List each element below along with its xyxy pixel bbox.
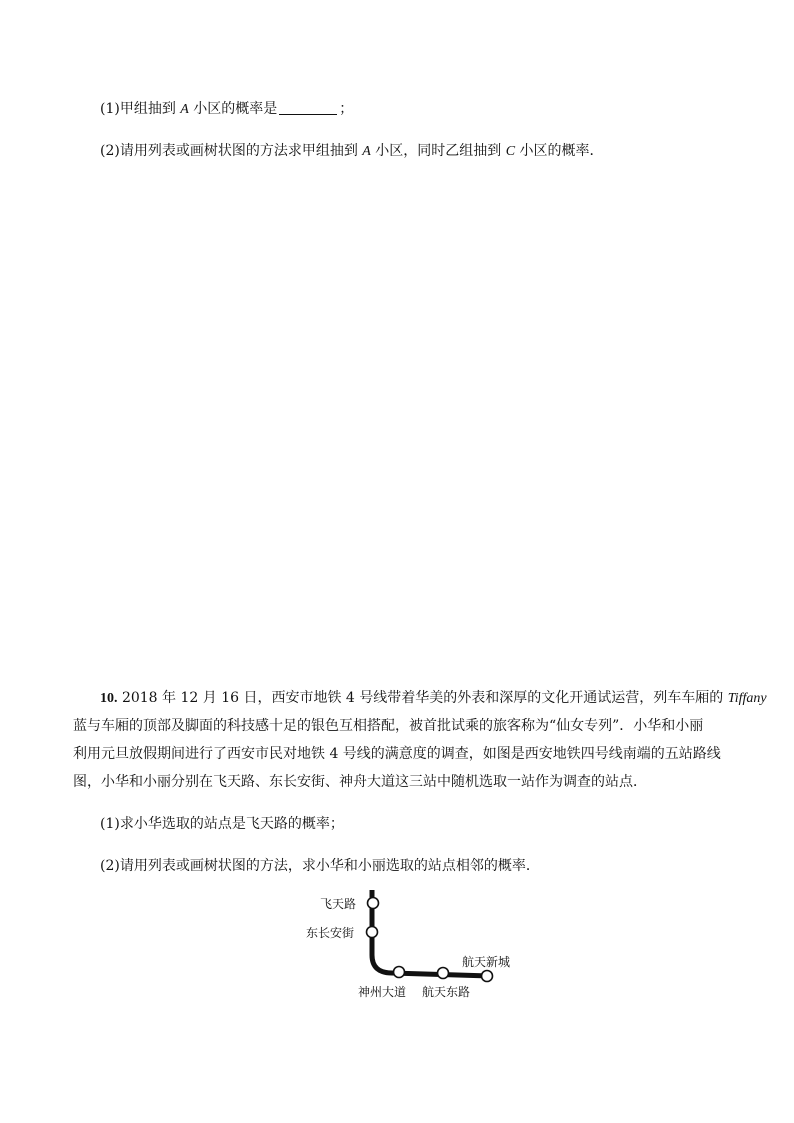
q9-part2-text-3: 小区的概率． [515,143,604,159]
q10-part1: (1)求小华选取的站点是飞天路的概率； [100,816,344,832]
q10-line-3: 利用元旦放假期间进行了西安市民对地铁 4 号线的满意度的调查，如图是西安地铁四号线南端的五站路线 [73,746,721,762]
q9-part2-text-2: 小区，同时乙组抽到 [370,143,506,159]
station-dongchangan [367,927,378,938]
station-label-hangtianxincheng: 航天新城 [462,955,511,969]
q9-var-a: A [180,102,189,117]
q9-part1-text: (1)甲组抽到 [100,101,181,117]
q9-part1-text-2: 小区的概率是 [188,101,278,117]
q10-line-2: 蓝与车厢的顶部及脚面的科技感十足的银色互相搭配，被首批试乘的旅客称为“仙女专列”．小华和小丽 [73,718,704,734]
q10-text-1: 2018 年 12 月 16 日，西安市地铁 4 号线带着华美的外表和深厚的文化开通试运营，列车车厢的 [117,690,728,706]
q10-line-4: 图，小华和小丽分别在飞天路、东长安街、神舟大道这三站中随机选取一站作为调查的站点． [73,774,647,790]
station-hangtiandong [438,968,449,979]
station-label-shenzhou: 神州大道 [358,985,407,999]
answer-blank[interactable] [279,100,337,115]
q9-var-c: C [505,144,516,159]
station-label-dongchangan: 东长安街 [306,926,355,940]
question-number: 10. [100,691,118,706]
q9-part2 [100,141,604,162]
station-shenzhou [394,967,405,978]
q9-part2-text: (2)请用列表或画树状图的方法求甲组抽到 [100,143,363,159]
station-label-feitian: 飞天路 [320,897,357,911]
q10-part2: (2)请用列表或画树状图的方法，求小华和小丽选取的站点相邻的概率． [100,858,540,874]
q9-part1 [100,99,353,120]
metro-line-map [300,885,540,1010]
station-hangtianxincheng [482,971,493,982]
q9-part1-end: ； [339,101,354,117]
q9-var-a: A [362,144,371,159]
q10-brand: Tiffany [727,691,767,706]
q10-line-1 [100,688,767,709]
station-feitian [368,898,379,909]
station-label-hangtiandong: 航天东路 [422,985,471,999]
